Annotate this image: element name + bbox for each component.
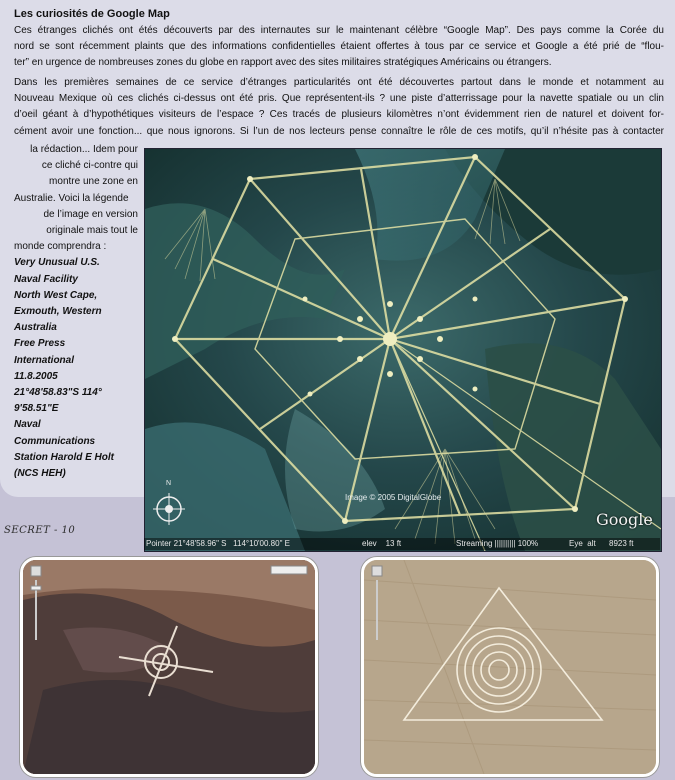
legend-line: Naval	[14, 419, 41, 431]
text-line: ter” en urgence de nombreuses zones du globe en rapport avec des sites militaires stratégiques Américains ou étrangers.	[14, 57, 552, 69]
image-legend	[14, 255, 138, 482]
text-line: ce cliché ci-contre qui	[41, 160, 138, 172]
legend-line: Exmouth, Western	[14, 306, 102, 318]
eye-altitude-readout: Eye alt 8923 ft	[569, 539, 634, 548]
satellite-image-graphic	[145, 149, 661, 551]
satellite-photo-crosshair	[20, 557, 318, 777]
satellite-image-australia	[144, 148, 662, 552]
triangle-photo-graphic	[364, 560, 656, 774]
legend-line: 11.8.2005	[14, 370, 58, 382]
page-footer: SECRET - 10	[4, 525, 76, 536]
text-line: monde comprendra :	[14, 241, 107, 253]
elevation-readout: elev 13 ft	[362, 539, 402, 548]
streaming-readout: Streaming |||||||||| 100%	[456, 539, 539, 548]
text-line: Dans les premières semaines de ce service d’étranges particularités ont été découvertes partout dans le monde et notamment au	[14, 77, 664, 88]
map-status-bar	[144, 538, 660, 550]
text-line: d’oeil géant à d’hypothétiques visiteurs de l’espace ? Ces tracés de plusieurs kilomètres n’ont évidemment rien de naturel et doivent for-	[14, 109, 664, 121]
legend-line: Station Harold E Holt	[14, 451, 114, 463]
legend-line: Free Press	[14, 338, 66, 350]
legend-line: Australia	[14, 322, 57, 334]
pointer-readout: Pointer 21°48'58.96" S 114°10'00.80" E	[146, 539, 290, 548]
side-column	[14, 142, 138, 482]
legend-line: Communications	[14, 435, 96, 447]
google-logo: Google	[596, 510, 653, 529]
text-line: Australie. Voici la légende	[14, 192, 129, 204]
legend-line: International	[14, 354, 75, 366]
side-intro	[14, 142, 138, 255]
text-line: cément avoir une fonction... que nous ignorons. Si l’un de nos lecteurs pense connaître le rôle de ces motifs, qu’il n’hésite pas à contacter	[14, 125, 664, 137]
legend-line: North West Cape,	[14, 289, 98, 301]
image-credit: Image © 2005 DigitalGlobe	[345, 493, 442, 502]
article-paragraph-1	[14, 23, 664, 72]
text-line: montre une zone en	[49, 176, 138, 188]
text-line: Ces étranges clichés ont étés découverts par des internautes sur le maintenant célèbre “Google Map”. Des pays comme la Corée du	[14, 25, 664, 36]
text-line: la rédaction... Idem pour	[30, 144, 138, 155]
article-title: Les curiosités de Google Map	[14, 8, 170, 20]
legend-line: 21°48'58.83"S 114°	[14, 387, 102, 399]
satellite-photo-triangle-spiral	[361, 557, 659, 777]
legend-line: Very Unusual U.S.	[14, 257, 100, 269]
legend-line: 9'58.51"E	[14, 403, 59, 415]
legend-line: (NCS HEH)	[14, 468, 66, 480]
text-line: nord se sont récemment plaints que des informations confidentielles étaient offertes à tous par ce service et Google a été prié de “flou-	[14, 41, 664, 53]
article-paragraph-2	[14, 75, 664, 140]
map-type-button	[271, 566, 307, 574]
crosshair-photo-graphic	[23, 560, 315, 774]
text-line: de l’image en version	[43, 208, 138, 220]
compass-icon[interactable]	[149, 489, 189, 529]
text-line: originale mais tout le	[46, 225, 138, 237]
text-line: Nouveau Mexique où ces clichés ci-dessus ont été pris. Que représentent-ils ? une piste d’atterrissage pour la navette spatiale ou un clin	[14, 93, 664, 105]
legend-line: Naval Facility	[14, 273, 78, 285]
compass-north-label: N	[166, 480, 172, 487]
